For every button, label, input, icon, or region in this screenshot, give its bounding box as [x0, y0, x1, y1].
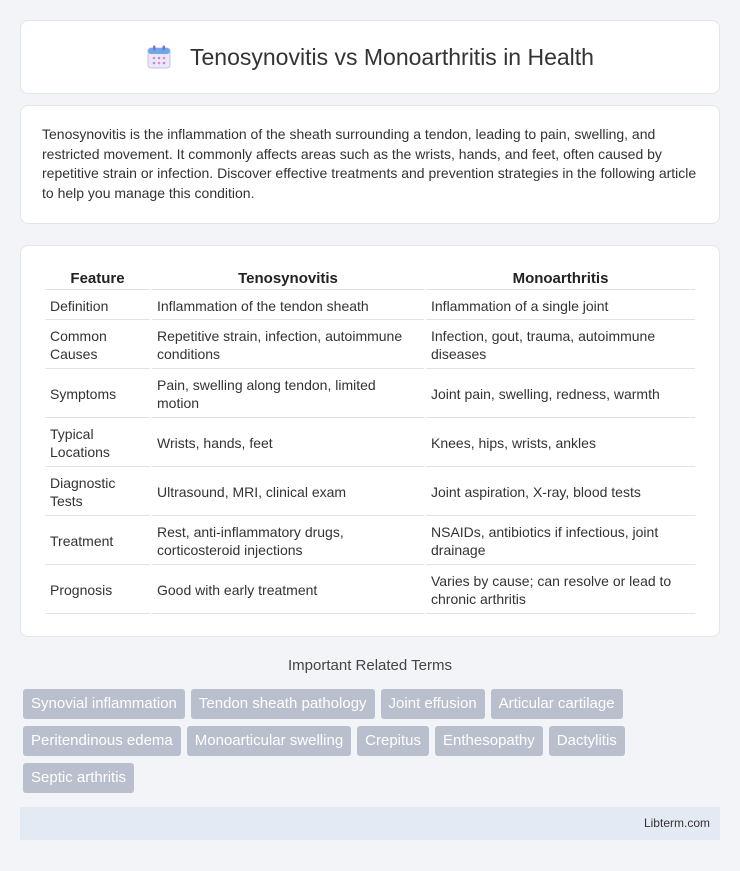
term-tag[interactable]: Enthesopathy [435, 726, 543, 756]
row-feature: Treatment [45, 518, 150, 565]
term-tag[interactable]: Monoarticular swelling [187, 726, 351, 756]
row-monoarthritis: Joint pain, swelling, redness, warmth [426, 371, 695, 418]
table-row [45, 567, 695, 614]
row-tenosynovitis: Pain, swelling along tendon, limited motion [152, 371, 424, 418]
row-monoarthritis: NSAIDs, antibiotics if infectious, joint drainage [426, 518, 695, 565]
term-tag[interactable]: Peritendinous edema [23, 726, 181, 756]
table-row [45, 292, 695, 320]
table-header-row [45, 268, 695, 290]
term-tag[interactable]: Synovial inflammation [23, 689, 185, 719]
row-monoarthritis: Knees, hips, wrists, ankles [426, 420, 695, 467]
row-feature: Prognosis [45, 567, 150, 614]
row-monoarthritis: Varies by cause; can resolve or lead to chronic arthritis [426, 567, 695, 614]
row-monoarthritis: Joint aspiration, X-ray, blood tests [426, 469, 695, 516]
term-tag[interactable]: Tendon sheath pathology [191, 689, 375, 719]
header-feature: Feature [45, 268, 150, 290]
row-tenosynovitis: Repetitive strain, infection, autoimmune conditions [152, 322, 424, 369]
term-tag[interactable]: Septic arthritis [23, 763, 134, 793]
table-row [45, 420, 695, 467]
row-monoarthritis: Inflammation of a single joint [426, 292, 695, 320]
term-tag[interactable]: Dactylitis [549, 726, 625, 756]
row-tenosynovitis: Inflammation of the tendon sheath [152, 292, 424, 320]
table-row [45, 469, 695, 516]
row-feature: Symptoms [45, 371, 150, 418]
term-tag[interactable]: Articular cartilage [491, 689, 623, 719]
row-feature: Common Causes [45, 322, 150, 369]
row-tenosynovitis: Ultrasound, MRI, clinical exam [152, 469, 424, 516]
related-terms-list [23, 689, 703, 793]
comparison-table-card [20, 245, 720, 637]
table-row [45, 371, 695, 418]
row-tenosynovitis: Rest, anti-inflammatory drugs, corticosteroid injections [152, 518, 424, 565]
term-tag[interactable]: Joint effusion [381, 689, 485, 719]
page-header [20, 20, 720, 94]
header-monoarthritis: Monoarthritis [426, 268, 695, 290]
related-terms-title: Important Related Terms [288, 657, 452, 674]
table-row [45, 518, 695, 565]
term-tag[interactable]: Crepitus [357, 726, 429, 756]
intro-card [20, 105, 720, 224]
intro-text: Tenosynovitis is the inflammation of the sheath surrounding a tendon, leading to pain, swelling, and restricted movement. It commonly affects areas such as the wrists, hands, and feet, often caused by repetitive strain or infection. Discover effective treatments and prevention strategies in the following article to help you manage this condition. [42, 126, 697, 201]
footer [20, 807, 720, 840]
row-tenosynovitis: Good with early treatment [152, 567, 424, 614]
row-feature: Diagnostic Tests [45, 469, 150, 516]
table-row [45, 322, 695, 369]
footer-link[interactable]: Libterm.com [643, 816, 710, 830]
header-tenosynovitis: Tenosynovitis [152, 268, 424, 290]
row-feature: Definition [45, 292, 150, 320]
page-title: Tenosynovitis vs Monoarthritis in Health [190, 43, 594, 70]
comparison-table [43, 266, 697, 616]
row-tenosynovitis: Wrists, hands, feet [152, 420, 424, 467]
row-feature: Typical Locations [45, 420, 150, 467]
calendar-icon [146, 44, 172, 70]
row-monoarthritis: Infection, gout, trauma, autoimmune diseases [426, 322, 695, 369]
